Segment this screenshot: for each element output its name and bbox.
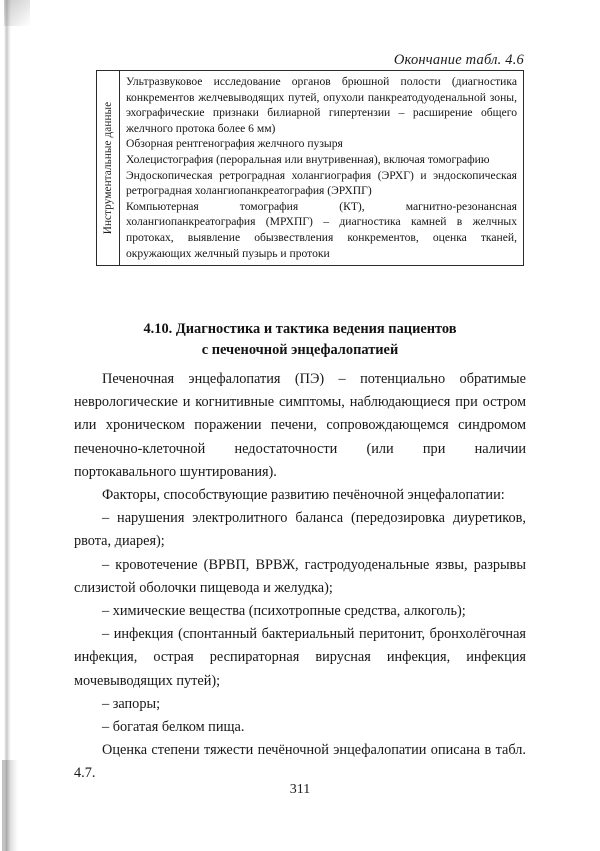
list-item: – запоры;	[102, 695, 161, 712]
continuation-table	[96, 70, 524, 266]
paragraph-severity-reference: Оценка степени тяжести печёночной энцефалопатии описана в табл. 4.7.	[74, 742, 526, 782]
list-item: – кровотечение (ВРВП, ВРВЖ, гастродуоденальные язвы, разрывы слизистой оболочки пищевода и желудка);	[74, 556, 526, 596]
list-item: – богатая белком пища.	[102, 719, 245, 736]
paragraph-factors-intro: Факторы, способствующие развитию печёночной энцефалопатии:	[102, 487, 505, 504]
table-content-column	[120, 71, 523, 265]
table-row-header-cell	[97, 71, 120, 265]
scan-corner-artifact-bottom	[2, 760, 18, 851]
table-row-header-label: Инструментальные данные	[102, 101, 114, 235]
table-row: Холецистография (пероральная или внутривенная), включая томографию	[126, 152, 490, 166]
list-item: – химические вещества (психотропные средства, алкоголь);	[102, 603, 466, 620]
table-row: Эндоскопическая ретроградная холангиография (ЭРХГ) и эндоскопическая ретроградная холангиопанкреатография (ЭРХПГ)	[126, 168, 517, 198]
scan-gutter-shadow	[4, 0, 11, 851]
section-heading	[60, 319, 540, 361]
body-text	[74, 368, 526, 786]
list-item: – инфекция (спонтанный бактериальный перитонит, бронхолёгочная инфекция, острая респираторная вирусная инфекция, инфекция мочевыводящих путей);	[74, 626, 526, 689]
scan-corner-artifact	[4, 0, 30, 26]
section-heading-line-1: 4.10. Диагностика и тактика ведения пациентов	[143, 320, 457, 337]
section-heading-line-2: с печеночной энцефалопатией	[201, 341, 399, 358]
running-head: Окончание табл. 4.6	[393, 52, 524, 68]
paragraph-definition: Печеночная энцефалопатия (ПЭ) – потенциально обратимые неврологические и когнитивные симптомы, наблюдающиеся при остром или хроническом поражении печени, сопровождающемся синдромом печеночно-клеточной недостаточности (или при наличии портокавального шунтирования).	[74, 371, 526, 480]
table-row: Компьютерная томография (КТ), магнитно-резонансная холангиопанкреатография (МРХПГ) – диагностика камней в желчных протоках, выявление обызвествления конкрементов, оценка тканей, окружающих желчный пузырь и протоки	[126, 199, 517, 260]
table-row: Ультразвуковое исследование органов брюшной полости (диагностика конкрементов желчевыводящих путей, опухоли панкреатодуоденальной зоны, эхографические признаки билиарной гипертензии – расширение общего желчного протока более 6 мм)	[126, 75, 517, 135]
page-number: 311	[289, 782, 311, 797]
list-item: – нарушения электролитного баланса (передозировка диуретиков, рвота, диарея);	[74, 510, 526, 550]
table-row: Обзорная рентгенография желчного пузыря	[126, 137, 343, 151]
